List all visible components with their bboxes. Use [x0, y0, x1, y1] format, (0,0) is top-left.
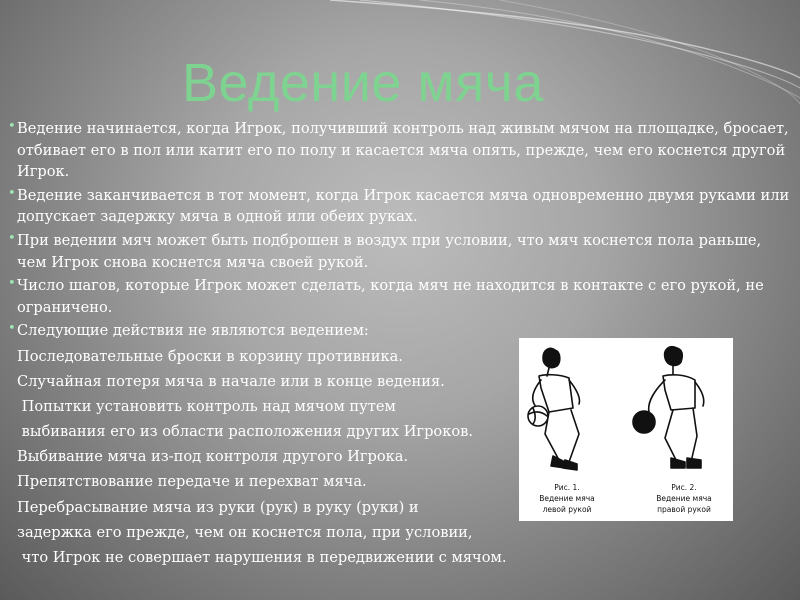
- list-item: что Игрок не совершает нарушения в передвижении с мячом.: [17, 548, 507, 566]
- slide-title: Ведение мяча: [182, 53, 544, 113]
- bullet-text: Ведение начинается, когда Игрок, получивший контроль над живым мячом на площадке, бросает, отбивает его в пол или катит его по полу и касается мяча опять, прежде, чем его коснется другой Игрок.: [17, 120, 789, 181]
- player-right-hand-icon: [633, 347, 704, 468]
- bullet-dot-icon: •: [8, 119, 16, 134]
- bullet-text: Число шагов, которые Игрок может сделать, когда мяч не находится в контакте с его рукой, не ограничено.: [17, 277, 764, 316]
- list-item: Перебрасывание мяча из руки (рук) в руку (руки) и: [17, 498, 419, 516]
- list-item: Выбивание мяча из-под контроля другого Игрока.: [17, 448, 409, 466]
- bullet-dot-icon: •: [8, 185, 16, 201]
- list-item: задержка его прежде, чем он коснется пола, при условии,: [17, 523, 473, 541]
- bullet-text: Ведение заканчивается в тот момент, когда Игрок касается мяча одновременно двумя руками или допускает задержку мяча в одной или обеих руках.: [17, 186, 790, 226]
- list-item: выбивания его из области расположения других Игроков.: [17, 423, 473, 441]
- player-left-hand-icon: [528, 348, 580, 470]
- caption-fig1-line1: Ведение мяча: [539, 494, 595, 503]
- bullet-paragraph: [8, 275, 790, 318]
- caption-fig2-line1: Ведение мяча: [656, 494, 712, 503]
- list-item: Последовательные броски в корзину противника.: [17, 347, 403, 365]
- bullet-dot-icon: •: [8, 321, 16, 337]
- caption-fig2-number: Рис. 2.: [671, 483, 697, 492]
- bullet-dot-icon: •: [8, 230, 16, 246]
- caption-fig1-number: Рис. 1.: [554, 483, 580, 492]
- bullet-text: Следующие действия не являются ведением:: [17, 322, 369, 340]
- caption-fig2-line2: правой рукой: [657, 505, 711, 514]
- dribbling-illustration: [519, 338, 733, 521]
- bullet-text: При ведении мяч может быть подброшен в воздух при условии, что мяч коснется пола раньше, чем Игрок снова коснется мяча своей рукой.: [17, 231, 762, 271]
- list-item: Случайная потеря мяча в начале или в конце ведения.: [17, 373, 445, 391]
- bullet-paragraph: [8, 118, 790, 183]
- bullet-paragraph: [8, 185, 790, 228]
- bullet-dot-icon: •: [8, 276, 16, 292]
- list-item: Попытки установить контроль над мячом путем: [17, 398, 396, 416]
- bullet-paragraph: [8, 230, 790, 273]
- caption-fig1-line2: левой рукой: [542, 505, 592, 514]
- list-item: Препятствование передаче и перехват мяча.: [17, 473, 367, 491]
